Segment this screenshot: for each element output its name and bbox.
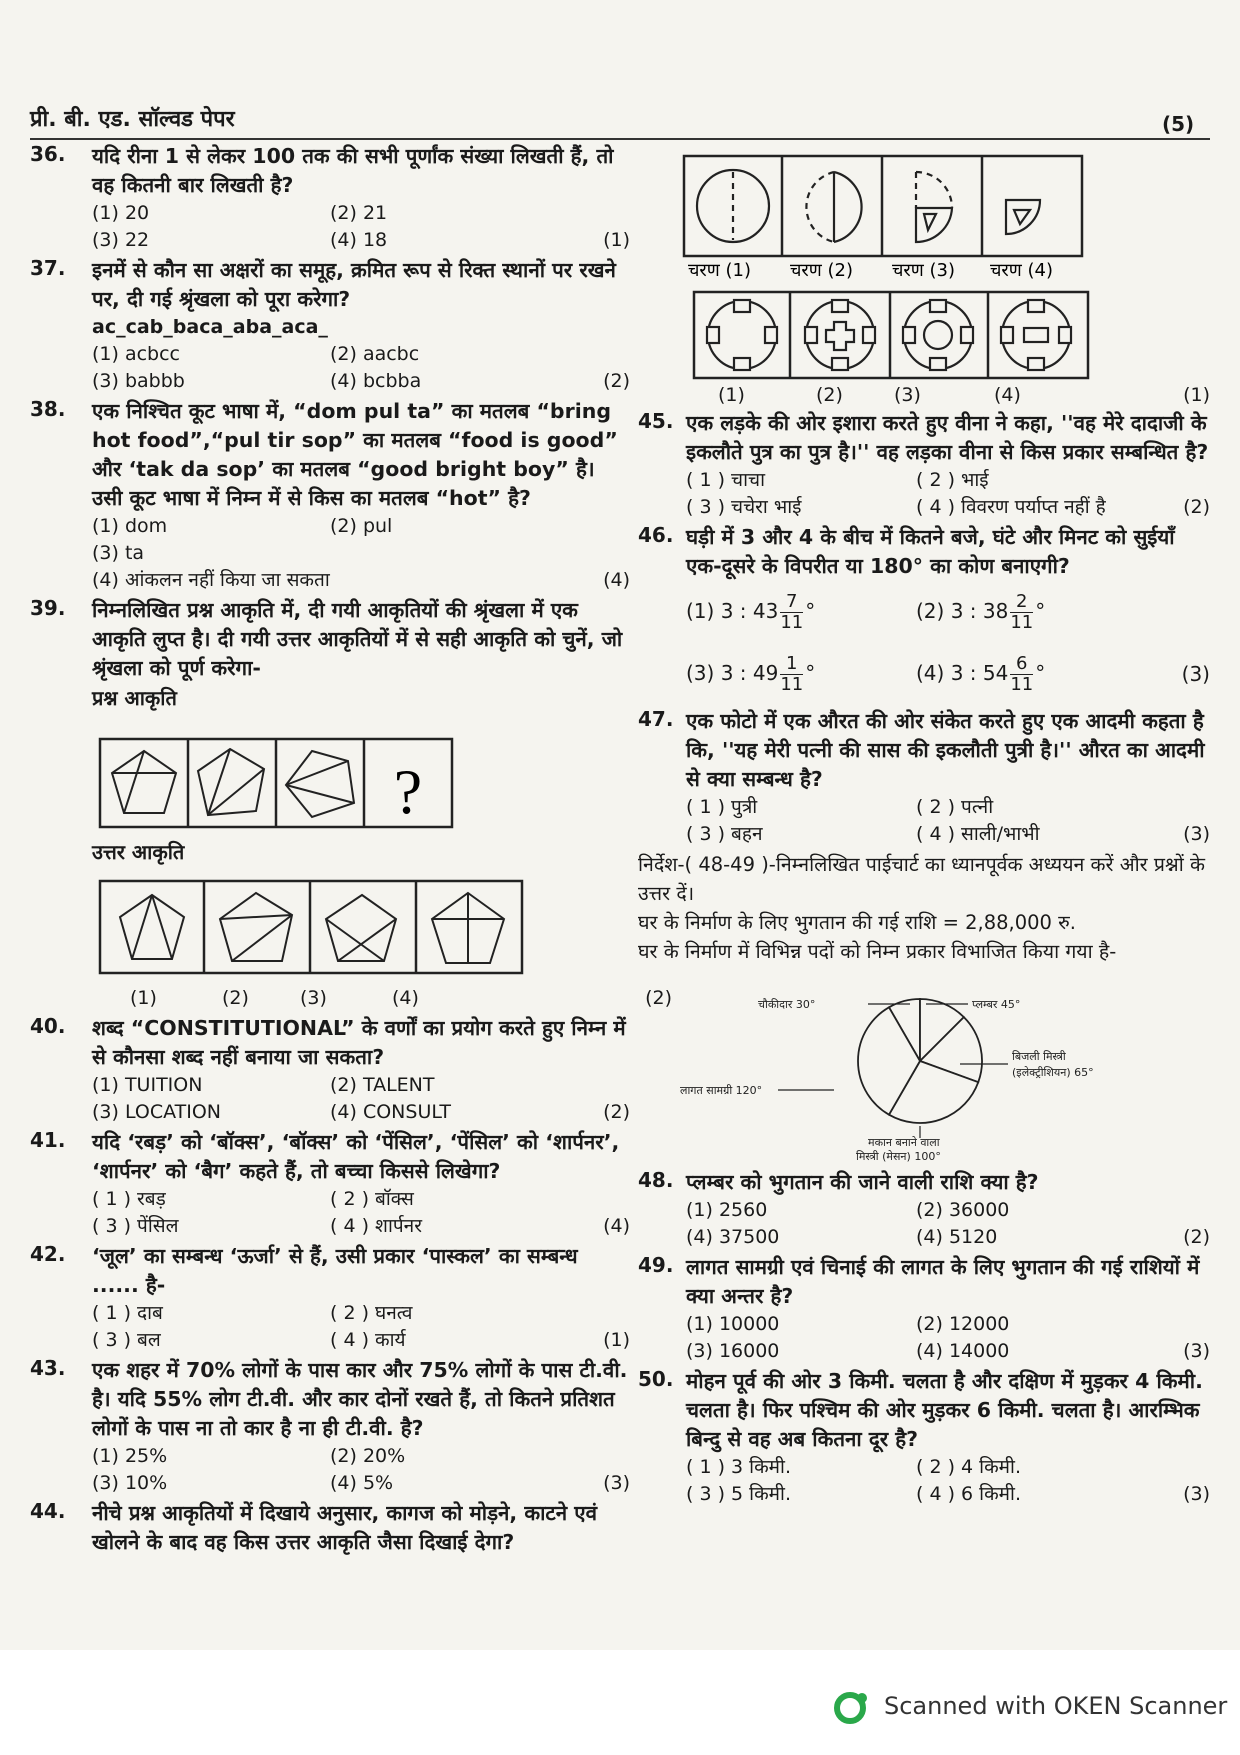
options — [686, 1454, 1210, 1508]
option-4: ( 4 ) विवरण पर्याप्त नहीं है — [916, 496, 1106, 518]
option-4: (4) bcbba — [330, 370, 422, 392]
option-1: ( 1 ) दाब — [92, 1302, 163, 1324]
answer: (1) — [603, 1329, 630, 1351]
answer-figure-2 — [805, 300, 875, 370]
option-1: (1) TUITION — [92, 1074, 203, 1096]
option-1: (1) 20 — [92, 202, 150, 224]
question-number: 40. — [30, 1014, 66, 1038]
directions-line-2: घर के निर्माण के लिए भुगतान की गई राशि = 2,88,000 रु. — [638, 911, 1076, 934]
option-4: (4) CONSULT — [330, 1101, 451, 1123]
question-38 — [30, 397, 630, 594]
letter-series: ac_cab_baca_aba_aca_ — [92, 316, 328, 338]
question-text: इनमें से कौन सा अक्षरों का समूह, क्रमित रूप से रिक्त स्थानों पर रखने पर, दी गई श्रृंखला को पूरा करेगा? — [92, 258, 616, 311]
option-2: (2) 36000 — [916, 1199, 1010, 1221]
question-text: यदि ‘रबड़’ को ‘बॉक्स’, ‘बॉक्स’ को ‘पेंसिल’, ‘पेंसिल’ को ‘शार्पनर’, ‘शार्पनर’ को ‘बैग’ कहते हैं, तो बच्चा किससे लिखेगा? — [92, 1130, 620, 1183]
option-3: (4) 37500 — [686, 1226, 780, 1248]
question-text: एक शहर में 70% लोगों के पास कार और 75% लोगों के पास टी.वी. है। यदि 55% लोग टी.वी. और कार दोनों रखते हैं, तो कितने प्रतिशत लोगों के पास ना तो कार है ना ही टी.वी. है? — [92, 1358, 628, 1440]
option-4: (4) 5120 — [916, 1226, 998, 1248]
answer: (2) — [1183, 496, 1210, 518]
answer: (1) — [603, 229, 630, 251]
answer-pentagon-4 — [432, 893, 504, 963]
option-4: (4) 3 : 54 $\frac{6}{11}$ ° — [916, 652, 1046, 695]
options — [92, 1072, 630, 1126]
answer: (4) — [603, 1215, 630, 1237]
answer: (2) — [603, 1101, 630, 1123]
option-3: (3) 10% — [92, 1472, 168, 1494]
question-number: 46. — [638, 523, 674, 547]
question-number: 45. — [638, 409, 674, 433]
step-3-figure — [916, 172, 952, 242]
answer: (2) — [645, 987, 672, 1009]
question-number: 43. — [30, 1356, 66, 1380]
pie-label-mason-2: मिस्त्री (मेसन) 100° — [856, 1150, 941, 1163]
option-1: (1) 2560 — [686, 1199, 768, 1221]
question-number: 42. — [30, 1242, 66, 1266]
answer-figures — [80, 867, 660, 985]
option-1: (1) 10000 — [686, 1313, 780, 1335]
options-row-1 — [686, 581, 1210, 643]
option-4: (4) आंकलन नहीं किया जा सकता — [92, 569, 330, 591]
answer-pentagon-2 — [220, 893, 292, 961]
answer-figure-1 — [707, 300, 777, 370]
question-number: 36. — [30, 142, 66, 166]
options — [92, 1186, 630, 1240]
question-number: 50. — [638, 1367, 674, 1391]
step-label-4: चरण (4) — [990, 260, 1054, 281]
pie-slices — [858, 999, 982, 1123]
option-1: (1) 3 : 43 $\frac{7}{11}$ ° — [686, 590, 816, 633]
option-3: (3) ta — [92, 542, 145, 564]
pie-label-guard: चौकीदार 30° — [758, 998, 816, 1011]
question-41 — [30, 1128, 630, 1240]
question-text: शब्द “CONSTITUTIONAL” के वर्णों का प्रयोग करते हुए निम्न में से कौनसा शब्द नहीं बनाया जा सकता? — [92, 1016, 626, 1069]
fraction: $\frac{7}{11}$ — [780, 590, 804, 633]
answer: (3) — [603, 1472, 630, 1494]
answer: (3) — [1181, 662, 1210, 686]
option-4: (4) 5% — [330, 1472, 394, 1494]
pie-chart — [638, 966, 1210, 1163]
question-number: 39. — [30, 596, 66, 620]
step-4-figure — [1006, 200, 1040, 234]
question-figure-label: प्रश्न आकृति — [92, 686, 177, 710]
directions — [638, 850, 1210, 966]
option-2: (2) 20% — [330, 1445, 406, 1467]
option-4: ( 4 ) शार्पनर — [330, 1215, 422, 1237]
question-text: लागत सामग्री एवं चिनाई की लागत के लिए भुगतान की गई राशियों में क्या अन्तर है? — [686, 1255, 1200, 1308]
option-1: ( 1 ) चाचा — [686, 469, 766, 491]
option-2: ( 2 ) पत्नी — [916, 796, 994, 818]
options — [686, 467, 1210, 521]
option-3: ( 3 ) बल — [92, 1329, 161, 1351]
options — [686, 1311, 1210, 1365]
option-2: ( 2 ) घनत्व — [330, 1302, 413, 1324]
pie-label-electrician-1: बिजली मिस्त्री — [1012, 1050, 1066, 1063]
question-46 — [638, 523, 1210, 705]
figure-label-2: (2) — [222, 987, 249, 1009]
figure-label-4: (4) — [392, 987, 419, 1009]
figure-label-2: (2) — [816, 384, 843, 406]
option-3: ( 3 ) बहन — [686, 823, 763, 845]
option-2: ( 2 ) बॉक्स — [330, 1188, 414, 1210]
pentagon-figure-3 — [286, 751, 354, 817]
figure-label-1: (1) — [130, 987, 157, 1009]
question-number: 41. — [30, 1128, 66, 1152]
option-4: (4) 14000 — [916, 1340, 1010, 1362]
option-2: (2) aacbc — [330, 343, 420, 365]
answer-figure-3 — [903, 300, 973, 370]
figure-label-1: (1) — [718, 384, 745, 406]
option-2: (2) TALENT — [330, 1074, 435, 1096]
question-text: यदि रीना 1 से लेकर 100 तक की सभी पूर्णांक संख्या लिखती हैं, तो वह कितनी बार लिखती है? — [92, 144, 614, 197]
figure-label-3: (3) — [300, 987, 327, 1009]
option-2: ( 2 ) भाई — [916, 469, 989, 491]
options — [686, 794, 1210, 848]
paper-fold-figures — [638, 142, 1210, 382]
question-40 — [30, 1014, 630, 1126]
right-column — [638, 142, 1210, 1510]
options — [92, 200, 630, 254]
option-3: ( 3 ) पेंसिल — [92, 1215, 179, 1237]
option-4: (4) 18 — [330, 229, 388, 251]
question-49 — [638, 1253, 1210, 1365]
step-label-1: चरण (1) — [688, 260, 752, 281]
option-3: (3) LOCATION — [92, 1101, 221, 1123]
page-header-title: प्री. बी. एड. सॉल्वड पेपर — [30, 107, 235, 132]
scanner-watermark: Scanned with OKEN Scanner — [884, 1692, 1228, 1720]
question-number: 49. — [638, 1253, 674, 1277]
options — [92, 1443, 630, 1497]
options-row-2 — [686, 643, 1210, 705]
answer-figure-label: उत्तर आकृति — [92, 840, 185, 864]
option-4: ( 4 ) साली/भाभी — [916, 823, 1040, 845]
step-label-2: चरण (2) — [790, 260, 854, 281]
option-3: (3) babbb — [92, 370, 185, 392]
option-2: (2) 12000 — [916, 1313, 1010, 1335]
question-50 — [638, 1367, 1210, 1508]
question-mark: ? — [393, 756, 423, 827]
option-3: ( 3 ) 5 किमी. — [686, 1483, 791, 1505]
question-text: एक फोटो में एक औरत की ओर संकेत करते हुए एक आदमी कहता है कि, ''यह मेरी पत्नी की सास की इकलौती पुत्री है।'' औरत का आदमी से क्या सम्बन्ध है? — [686, 709, 1205, 791]
answer: (1) — [1183, 384, 1210, 406]
question-text: एक निश्चित कूट भाषा में, “dom pul ta” का मतलब “bring hot food”,“pul tir sop” का मतलब “food is good” और ‘tak da sop’ का मतलब “good bright boy” है। उसी कूट भाषा में निम्न में से किस का मतलब “hot” है? — [92, 399, 618, 510]
options — [686, 1197, 1210, 1251]
option-4: ( 4 ) कार्य — [330, 1329, 406, 1351]
pie-label-material: लागत सामग्री 120° — [680, 1084, 763, 1097]
oken-scanner-logo-icon — [832, 1690, 868, 1726]
option-3: (3) 22 — [92, 229, 150, 251]
answer-figure-4 — [1001, 300, 1071, 370]
option-1: ( 1 ) रबड़ — [92, 1188, 166, 1210]
pie-label-electrician-2: (इलेक्ट्रीशियन) 65° — [1012, 1066, 1094, 1079]
answer: (2) — [1183, 1226, 1210, 1248]
answer: (3) — [1183, 823, 1210, 845]
question-text: निम्नलिखित प्रश्न आकृति में, दी गयी आकृतियों की श्रृंखला में एक आकृति लुप्त है। दी गयी उत्तर आकृतियों में से सही आकृति को चुनें, जो श्रृंखला को पूर्ण करेगा- — [92, 598, 623, 680]
question-47 — [638, 707, 1210, 848]
question-number: 48. — [638, 1168, 674, 1192]
pentagon-figure-1 — [112, 751, 176, 813]
pentagon-figure-2 — [198, 749, 264, 815]
question-text: ‘जूल’ का सम्बन्ध ‘ऊर्जा’ से हैं, उसी प्रकार ‘पास्कल’ का सम्बन्ध ...... है- — [92, 1244, 578, 1297]
option-2: ( 2 ) 4 किमी. — [916, 1456, 1021, 1478]
step-2-figure — [806, 172, 861, 242]
question-text: एक लड़के की ओर इशारा करते हुए वीना ने कहा, ''वह मेरे दादाजी के इकलौते पुत्र का पुत्र है।'' वह लड़का वीना से किस प्रकार सम्बन्धित है? — [686, 411, 1209, 464]
page-number: (5) — [1162, 112, 1195, 136]
answer: (3) — [1183, 1340, 1210, 1362]
question-37 — [30, 256, 630, 395]
options — [92, 513, 630, 594]
question-text: नीचे प्रश्न आकृतियों में दिखाये अनुसार, कागज को मोड़ने, काटने एवं खोलने के बाद वह किस उत्तर आकृति जैसा दिखाई देगा? — [92, 1501, 597, 1554]
option-1: ( 1 ) पुत्री — [686, 796, 758, 818]
option-1: (1) acbcc — [92, 343, 180, 365]
answer-figure-labels — [130, 985, 672, 1012]
options — [92, 1300, 630, 1354]
question-figures — [80, 713, 660, 831]
question-number: 38. — [30, 397, 66, 421]
option-1: (1) 25% — [92, 1445, 168, 1467]
question-number: 47. — [638, 707, 674, 731]
question-text: मोहन पूर्व की ओर 3 किमी. चलता है और दक्षिण में मुड़कर 4 किमी. चलता है। फिर पश्चिम की ओर मुड़कर 6 किमी. चलता है। आरम्भिक बिन्दु से वह अब कितना दूर है? — [686, 1369, 1203, 1451]
pie-label-mason-1: मकान बनाने वाला — [868, 1136, 940, 1149]
figure-label-3: (3) — [894, 384, 921, 406]
option-1: ( 1 ) 3 किमी. — [686, 1456, 791, 1478]
question-number: 44. — [30, 1499, 66, 1523]
directions-line-1: निर्देश-( 48-49 )-निम्नलिखित पाईचार्ट का ध्यानपूर्वक अध्ययन करें और प्रश्नों के उत्तर दें। — [638, 853, 1205, 905]
question-text: प्लम्बर को भुगतान की जाने वाली राशि क्या है? — [686, 1170, 1039, 1194]
option-3: (3) 16000 — [686, 1340, 780, 1362]
directions-line-3: घर के निर्माण में विभिन्न पदों को निम्न प्रकार विभाजित किया गया है- — [638, 940, 1117, 963]
question-48 — [638, 1168, 1210, 1251]
step-1-figure — [697, 170, 769, 242]
answer-pentagon-1 — [120, 895, 184, 959]
figure-label-4: (4) — [994, 384, 1021, 406]
option-2: (2) 3 : 38 $\frac{2}{11}$ ° — [916, 590, 1046, 633]
question-text: घड़ी में 3 और 4 के बीच में कितने बजे, घंटे और मिनट को सुईयाँ एक-दूसरे के विपरीत या 180° का कोण बनाएगी? — [686, 525, 1175, 578]
answer: (3) — [1183, 1483, 1210, 1505]
question-45 — [638, 409, 1210, 521]
step-label-3: चरण (3) — [892, 260, 956, 281]
fraction: $\frac{6}{11}$ — [1010, 652, 1034, 695]
question-42 — [30, 1242, 630, 1354]
answer: (2) — [603, 370, 630, 392]
option-1: (1) dom — [92, 515, 168, 537]
paper-fold-answer-labels — [718, 382, 1210, 409]
answer-pentagon-3 — [326, 895, 396, 961]
fraction: $\frac{1}{11}$ — [780, 652, 804, 695]
question-36 — [30, 142, 630, 254]
option-2: (2) pul — [330, 515, 393, 537]
option-2: (2) 21 — [330, 202, 388, 224]
option-3: (3) 3 : 49 $\frac{1}{11}$ ° — [686, 652, 816, 695]
question-43 — [30, 1356, 630, 1497]
question-44 — [30, 1499, 630, 1557]
option-4: ( 4 ) 6 किमी. — [916, 1483, 1021, 1505]
question-number: 37. — [30, 256, 66, 280]
options — [92, 341, 630, 395]
header-rule — [30, 138, 1210, 140]
answer: (4) — [603, 569, 630, 591]
option-3: ( 3 ) चचेरा भाई — [686, 496, 802, 518]
fraction: $\frac{2}{11}$ — [1010, 590, 1034, 633]
pie-label-plumber: प्लम्बर 45° — [972, 998, 1021, 1011]
